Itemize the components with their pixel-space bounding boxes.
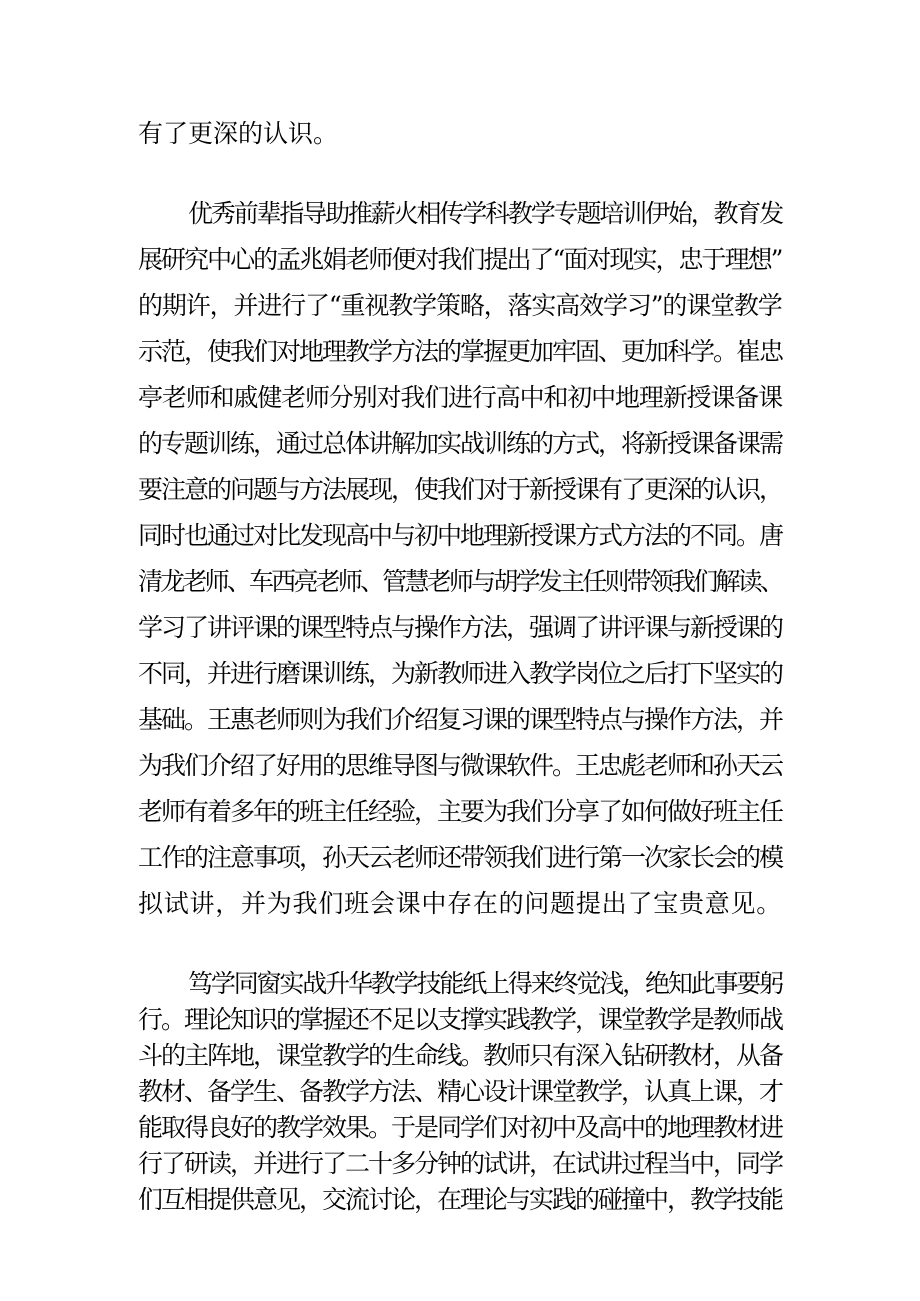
- text-line: 工作的注意事项，孙天云老师还带领我们进行第一次家长会的模: [138, 843, 783, 872]
- text-line: 老师有着多年的班主任经验，主要为我们分享了如何做好班主任: [138, 797, 783, 826]
- text-line: 笃学同窗实战升华教学技能纸上得来终觉浅，绝知此事要躬: [188, 969, 783, 998]
- text-line: 拟试讲，并为我们班会课中存在的问题提出了宝贵意见。: [138, 889, 783, 918]
- text-line: 的专题训练，通过总体讲解加实战训练的方式，将新授课备课需: [138, 429, 783, 458]
- text-line: 们互相提供意见，交流讨论，在理论与实践的碰撞中，教学技能: [138, 1185, 783, 1214]
- text-line: 同时也通过对比发现高中与初中地理新授课方式方法的不同。唐: [138, 521, 783, 550]
- text-line: 有了更深的认识。: [138, 119, 339, 148]
- text-line: 学习了讲评课的课型特点与操作方法，强调了讲评课与新授课的: [138, 613, 783, 642]
- text-line: 展研究中心的孟兆娟老师便对我们提出了“面对现实，忠于理想”: [138, 245, 782, 274]
- text-line: 清龙老师、车西亮老师、管慧老师与胡学发主任则带领我们解读、: [138, 567, 783, 596]
- text-line: 斗的主阵地，课堂教学的生命线。教师只有深入钻研教材，从备: [138, 1041, 783, 1070]
- text-line: 的期许，并进行了“重视教学策略，落实高效学习”的课堂教学: [138, 291, 782, 320]
- text-line: 行。理论知识的掌握还不足以支撑实践教学，课堂教学是教师战: [138, 1005, 783, 1034]
- text-line: 优秀前辈指导助推薪火相传学科教学专题培训伊始，教育发: [188, 199, 783, 228]
- text-line: 能取得良好的教学效果。于是同学们对初中及高中的地理教材进: [138, 1113, 783, 1142]
- text-line: 基础。王惠老师则为我们介绍复习课的课型特点与操作方法，并: [138, 705, 783, 734]
- text-line: 为我们介绍了好用的思维导图与微课软件。王忠彪老师和孙天云: [138, 751, 783, 780]
- text-line: 示范，使我们对地理教学方法的掌握更加牢固、更加科学。崔忠: [138, 337, 783, 366]
- text-line: 教材、备学生、备教学方法、精心设计课堂教学，认真上课，才: [138, 1077, 783, 1106]
- text-line: 不同，并进行磨课训练，为新教师进入教学岗位之后打下坚实的: [138, 659, 783, 688]
- text-line: 要注意的问题与方法展现，使我们对于新授课有了更深的认识，: [138, 475, 783, 504]
- text-line: 行了研读，并进行了二十多分钟的试讲，在试讲过程当中，同学: [138, 1149, 783, 1178]
- text-line: 亭老师和戚健老师分别对我们进行高中和初中地理新授课备课: [138, 383, 782, 412]
